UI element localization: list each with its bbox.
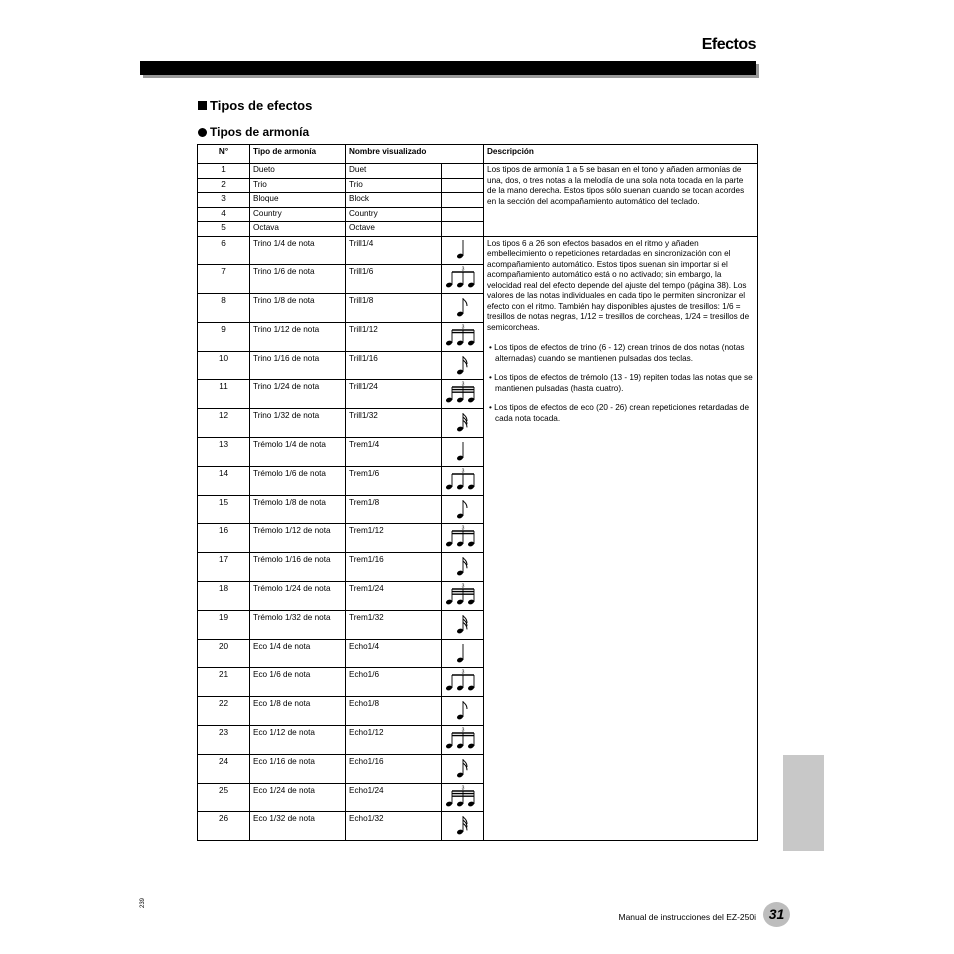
triplet-32-note-icon <box>446 785 480 811</box>
row-display: Trem1/16 <box>346 553 442 582</box>
row-num: 8 <box>198 294 250 323</box>
row-num: 18 <box>198 582 250 611</box>
row-display: Trem1/8 <box>346 495 442 524</box>
row-display: Trio <box>346 178 442 193</box>
row-symbol <box>442 322 484 351</box>
quarter-note-icon <box>448 641 478 667</box>
row-num: 16 <box>198 524 250 553</box>
row-num: 17 <box>198 553 250 582</box>
row-display: Echo1/8 <box>346 697 442 726</box>
round-bullet-icon <box>198 128 207 137</box>
row-display: Trill1/32 <box>346 409 442 438</box>
row-type: Trino 1/4 de nota <box>250 236 346 265</box>
effects-bullets <box>487 343 754 424</box>
svg-text:3: 3 <box>461 525 464 532</box>
row-num: 26 <box>198 812 250 841</box>
triplet-8-note-icon <box>446 669 480 695</box>
row-symbol <box>442 207 484 222</box>
row-type: Trémolo 1/24 de nota <box>250 582 346 611</box>
row-display: Octave <box>346 222 442 237</box>
row-num: 14 <box>198 466 250 495</box>
row-num: 25 <box>198 783 250 812</box>
svg-text:3: 3 <box>461 381 464 388</box>
header-type: Tipo de armonía <box>250 145 346 164</box>
row-type: Trémolo 1/6 de nota <box>250 466 346 495</box>
row-symbol <box>442 409 484 438</box>
row-num: 15 <box>198 495 250 524</box>
page-header-title: Efectos <box>701 36 756 53</box>
row-type: Country <box>250 207 346 222</box>
row-symbol <box>442 610 484 639</box>
row-num: 1 <box>198 164 250 179</box>
row-display: Trill1/16 <box>346 351 442 380</box>
row-type: Eco 1/6 de nota <box>250 668 346 697</box>
row-num: 9 <box>198 322 250 351</box>
row-symbol <box>442 193 484 208</box>
row-type: Trino 1/16 de nota <box>250 351 346 380</box>
header-display: Nombre visualizado <box>346 145 484 164</box>
square-bullet-icon <box>198 101 207 110</box>
triplet-16-note-icon <box>446 727 480 753</box>
row-num: 22 <box>198 697 250 726</box>
row-num: 21 <box>198 668 250 697</box>
svg-text:3: 3 <box>461 583 464 590</box>
row-display: Trill1/8 <box>346 294 442 323</box>
triplet-8-note-icon <box>446 266 480 292</box>
row-num: 10 <box>198 351 250 380</box>
row-type: Trino 1/24 de nota <box>250 380 346 409</box>
svg-text:3: 3 <box>461 266 464 273</box>
sixteenth-note-icon <box>448 353 478 379</box>
footer-manual-title: Manual de instrucciones del EZ-250i <box>618 912 756 922</box>
row-num: 13 <box>198 438 250 467</box>
row-symbol <box>442 697 484 726</box>
subsection-heading <box>198 125 309 139</box>
row-num: 19 <box>198 610 250 639</box>
row-symbol <box>442 812 484 841</box>
row-num: 6 <box>198 236 250 265</box>
row-symbol <box>442 639 484 668</box>
row-symbol <box>442 294 484 323</box>
row-num: 7 <box>198 265 250 294</box>
print-code: 239 <box>140 897 146 908</box>
eighth-note-icon <box>448 295 478 321</box>
table-header-row <box>198 145 758 164</box>
row-symbol <box>442 582 484 611</box>
triplet-8-note-icon <box>446 468 480 494</box>
row-num: 3 <box>198 193 250 208</box>
row-symbol <box>442 783 484 812</box>
row-symbol <box>442 351 484 380</box>
row-type: Octava <box>250 222 346 237</box>
thirtysecond-note-icon <box>448 612 478 638</box>
row-type: Dueto <box>250 164 346 179</box>
row-num: 2 <box>198 178 250 193</box>
row-display: Trill1/12 <box>346 322 442 351</box>
triplet-32-note-icon <box>446 583 480 609</box>
row-type: Bloque <box>250 193 346 208</box>
row-display: Trem1/32 <box>346 610 442 639</box>
sixteenth-note-icon <box>448 554 478 580</box>
row-type: Eco 1/32 de nota <box>250 812 346 841</box>
row-symbol <box>442 438 484 467</box>
row-type: Eco 1/8 de nota <box>250 697 346 726</box>
row-symbol <box>442 265 484 294</box>
page-number: 31 <box>763 902 790 927</box>
row-display: Echo1/24 <box>346 783 442 812</box>
effects-intro: Los tipos 6 a 26 son efectos basados en el ritmo y añaden embellecimiento o repeticiones retardadas en sincronización con el acompañamiento automático. Estos tipos suenan sin importar si el acompañamiento automático está o no activado; sin embargo, la velocidad real del efecto depende del ajuste del tempo (página 38). Los valores de las notas individuales en cada tipo le permiten sincronizar el efecto con el ritmo. También hay disponibles ajustes de tresillos: 1/6 = tresillos de notas negras, 1/12 = tresillos de corcheas, 1/24 = tresillos de semicorcheas. <box>487 238 750 332</box>
row-type: Trémolo 1/4 de nota <box>250 438 346 467</box>
row-symbol <box>442 222 484 237</box>
description-bullet: • Los tipos de efectos de trino (6 - 12) crean trinos de dos notas (notas alternadas) cuando se mantienen pulsadas dos teclas. <box>489 343 745 363</box>
row-display: Block <box>346 193 442 208</box>
quarter-note-icon <box>448 237 478 263</box>
row-type: Trino 1/6 de nota <box>250 265 346 294</box>
row-num: 12 <box>198 409 250 438</box>
sixteenth-note-icon <box>448 756 478 782</box>
row-type: Trio <box>250 178 346 193</box>
row-type: Trémolo 1/8 de nota <box>250 495 346 524</box>
row-num: 4 <box>198 207 250 222</box>
thirtysecond-note-icon <box>448 410 478 436</box>
row-type: Trémolo 1/16 de nota <box>250 553 346 582</box>
effects-table <box>197 144 758 841</box>
row-symbol <box>442 553 484 582</box>
row-display: Trem1/4 <box>346 438 442 467</box>
section-title: Tipos de efectos <box>210 98 313 113</box>
row-type: Eco 1/24 de nota <box>250 783 346 812</box>
row-symbol <box>442 726 484 755</box>
header-num: N° <box>198 145 250 164</box>
side-tab <box>783 755 824 851</box>
harmony-description: Los tipos de armonía 1 a 5 se basan en el tono y añaden armonías de una, dos, o tres notas a la melodía de una sola nota tocada en la parte de la mano derecha. Estos tipos sólo suenan cuando se tocan acordes en la sección del acompañamiento automático del teclado. <box>484 164 758 237</box>
row-display: Echo1/12 <box>346 726 442 755</box>
row-symbol <box>442 236 484 265</box>
svg-text:3: 3 <box>461 669 464 676</box>
row-type: Eco 1/4 de nota <box>250 639 346 668</box>
table-row <box>198 164 758 179</box>
row-display: Echo1/6 <box>346 668 442 697</box>
eighth-note-icon <box>448 698 478 724</box>
row-display: Trill1/4 <box>346 236 442 265</box>
row-display: Trem1/12 <box>346 524 442 553</box>
row-display: Echo1/16 <box>346 754 442 783</box>
subsection-title: Tipos de armonía <box>210 125 310 139</box>
row-display: Trill1/6 <box>346 265 442 294</box>
row-type: Trino 1/32 de nota <box>250 409 346 438</box>
row-type: Trino 1/12 de nota <box>250 322 346 351</box>
row-display: Country <box>346 207 442 222</box>
description-bullet: • Los tipos de efectos de eco (20 - 26) crean repeticiones retardadas de cada nota tocada. <box>489 403 750 423</box>
triplet-16-note-icon <box>446 324 480 350</box>
svg-text:3: 3 <box>461 785 464 792</box>
description-bullet: • Los tipos de efectos de trémolo (13 - 19) repiten todas las notas que se mantienen pulsadas (hasta cuatro). <box>489 373 753 393</box>
row-num: 23 <box>198 726 250 755</box>
svg-text:3: 3 <box>461 468 464 475</box>
row-symbol <box>442 495 484 524</box>
triplet-16-note-icon <box>446 525 480 551</box>
row-type: Eco 1/12 de nota <box>250 726 346 755</box>
row-num: 11 <box>198 380 250 409</box>
quarter-note-icon <box>448 439 478 465</box>
section-heading <box>198 98 312 113</box>
svg-text:3: 3 <box>461 727 464 734</box>
row-symbol <box>442 524 484 553</box>
row-symbol <box>442 178 484 193</box>
row-symbol <box>442 754 484 783</box>
table-row <box>198 236 758 265</box>
thirtysecond-note-icon <box>448 813 478 839</box>
effects-description <box>484 236 758 841</box>
triplet-32-note-icon <box>446 381 480 407</box>
row-display: Trem1/6 <box>346 466 442 495</box>
row-num: 5 <box>198 222 250 237</box>
row-symbol <box>442 164 484 179</box>
row-type: Eco 1/16 de nota <box>250 754 346 783</box>
svg-text:3: 3 <box>461 324 464 331</box>
row-display: Echo1/32 <box>346 812 442 841</box>
row-display: Trill1/24 <box>346 380 442 409</box>
row-symbol <box>442 466 484 495</box>
row-type: Trino 1/8 de nota <box>250 294 346 323</box>
row-type: Trémolo 1/32 de nota <box>250 610 346 639</box>
row-num: 20 <box>198 639 250 668</box>
row-symbol <box>442 380 484 409</box>
row-num: 24 <box>198 754 250 783</box>
row-display: Echo1/4 <box>346 639 442 668</box>
header-desc: Descripción <box>484 145 758 164</box>
row-display: Duet <box>346 164 442 179</box>
eighth-note-icon <box>448 497 478 523</box>
header-bar <box>140 61 756 75</box>
row-display: Trem1/24 <box>346 582 442 611</box>
row-symbol <box>442 668 484 697</box>
row-type: Trémolo 1/12 de nota <box>250 524 346 553</box>
